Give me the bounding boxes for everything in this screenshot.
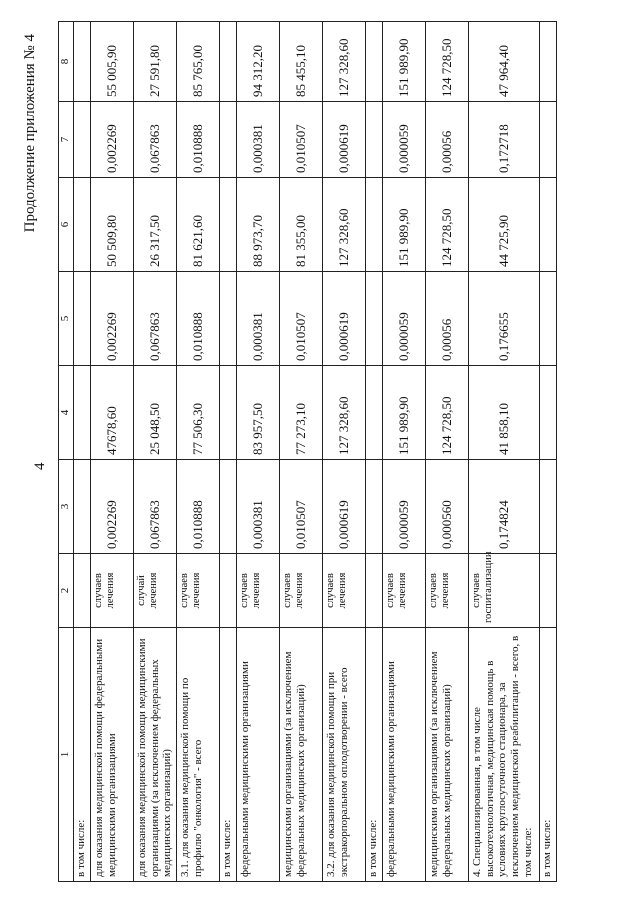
value-cell: 77 506,30 xyxy=(177,366,220,460)
value-cell: 0,000059 xyxy=(383,460,426,554)
table-row xyxy=(237,22,280,882)
value-cell: 0,000381 xyxy=(237,102,280,178)
empty-cell xyxy=(74,554,91,628)
table-row xyxy=(91,22,134,882)
value-cell: 0,00056 xyxy=(426,272,469,366)
header-cell: 3 xyxy=(59,460,74,554)
value-cell: 0,067863 xyxy=(134,460,177,554)
value-cell: 0,002269 xyxy=(91,460,134,554)
value-cell: 81 355,00 xyxy=(280,178,323,272)
value-cell: 0,176655 xyxy=(469,272,540,366)
value-cell: 124 728,50 xyxy=(426,178,469,272)
empty-cell xyxy=(540,366,557,460)
value-cell: 0,010507 xyxy=(280,460,323,554)
tariff-table xyxy=(58,21,557,882)
value-cell: 0,000059 xyxy=(383,102,426,178)
value-cell: 0,010507 xyxy=(280,272,323,366)
unit-cell: случаев лечения xyxy=(91,554,134,628)
unit-cell: случаев госпитализации xyxy=(469,554,540,628)
empty-cell xyxy=(74,366,91,460)
header-cell: 6 xyxy=(59,178,74,272)
value-cell: 0,000560 xyxy=(426,460,469,554)
row-label: 3.1. для оказания медицинской помощи по профилю "онкология" - всего xyxy=(177,628,220,882)
row-label: федеральными медицинскими организациями xyxy=(237,628,280,882)
empty-cell xyxy=(220,178,237,272)
row-label: 3.2. для оказания медицинской помощи при экстракорпоральном оплодотворении - всего xyxy=(323,628,366,882)
empty-cell xyxy=(220,554,237,628)
value-cell: 47 964,40 xyxy=(469,22,540,102)
table-row xyxy=(469,22,540,882)
table-row xyxy=(426,22,469,882)
empty-cell xyxy=(74,22,91,102)
empty-cell xyxy=(220,102,237,178)
row-label: 4. Специализированная, в том числе высокотехнологичная, медицинская помощь в условиях круглосуточного стационара, за исключением медицинской реабилитации - всего, в том числе: xyxy=(469,628,540,882)
page-number: 4 xyxy=(32,462,48,470)
header-cell: 8 xyxy=(59,22,74,102)
value-cell: 151 989,90 xyxy=(383,22,426,102)
header-row xyxy=(59,22,74,882)
empty-cell xyxy=(366,460,383,554)
value-cell: 47678,60 xyxy=(91,366,134,460)
empty-cell xyxy=(74,102,91,178)
table-row xyxy=(280,22,323,882)
subheading-row xyxy=(540,22,557,882)
empty-cell xyxy=(540,460,557,554)
value-cell: 0,000619 xyxy=(323,272,366,366)
value-cell: 0,000381 xyxy=(237,272,280,366)
value-cell: 124 728,50 xyxy=(426,366,469,460)
value-cell: 44 725,90 xyxy=(469,178,540,272)
row-label: для оказания медицинской помощи медицинскими организациями (за исключением федеральных медицинских организаций) xyxy=(134,628,177,882)
unit-cell: случаев лечения xyxy=(280,554,323,628)
value-cell: 81 621,60 xyxy=(177,178,220,272)
value-cell: 127 328,60 xyxy=(323,178,366,272)
value-cell: 0,010888 xyxy=(177,272,220,366)
value-cell: 83 957,50 xyxy=(237,366,280,460)
value-cell: 85 455,10 xyxy=(280,22,323,102)
empty-cell xyxy=(220,22,237,102)
empty-cell xyxy=(366,102,383,178)
empty-cell xyxy=(366,22,383,102)
empty-cell xyxy=(540,272,557,366)
value-cell: 55 005,90 xyxy=(91,22,134,102)
value-cell: 27 591,80 xyxy=(134,22,177,102)
empty-cell xyxy=(366,366,383,460)
row-label: федеральными медицинскими организациями xyxy=(383,628,426,882)
value-cell: 85 765,00 xyxy=(177,22,220,102)
value-cell: 0,067863 xyxy=(134,102,177,178)
empty-cell xyxy=(220,460,237,554)
subheading-row xyxy=(366,22,383,882)
value-cell: 0,172718 xyxy=(469,102,540,178)
unit-cell: случаев лечения xyxy=(426,554,469,628)
row-label: медицинскими организациями (за исключением федеральных медицинских организаций) xyxy=(280,628,323,882)
value-cell: 25 048,50 xyxy=(134,366,177,460)
value-cell: 0,174824 xyxy=(469,460,540,554)
value-cell: 0,010888 xyxy=(177,102,220,178)
document-page xyxy=(22,22,582,882)
continuation-title: Продолжение приложения № 4 xyxy=(22,34,38,233)
subheading-row xyxy=(220,22,237,882)
table-row xyxy=(323,22,366,882)
header-cell: 5 xyxy=(59,272,74,366)
empty-cell xyxy=(540,554,557,628)
row-label: в том числе: xyxy=(366,628,383,882)
empty-cell xyxy=(366,178,383,272)
value-cell: 0,002269 xyxy=(91,102,134,178)
unit-cell: случаев лечения xyxy=(323,554,366,628)
value-cell: 0,000059 xyxy=(383,272,426,366)
empty-cell xyxy=(540,102,557,178)
empty-cell xyxy=(74,178,91,272)
table-row xyxy=(177,22,220,882)
header-cell: 7 xyxy=(59,102,74,178)
unit-cell: случаев лечения xyxy=(237,554,280,628)
empty-cell xyxy=(220,272,237,366)
value-cell: 127 328,60 xyxy=(323,22,366,102)
value-cell: 26 317,50 xyxy=(134,178,177,272)
value-cell: 88 973,70 xyxy=(237,178,280,272)
value-cell: 0,000619 xyxy=(323,460,366,554)
value-cell: 0,010507 xyxy=(280,102,323,178)
value-cell: 0,000619 xyxy=(323,102,366,178)
empty-cell xyxy=(74,272,91,366)
empty-cell xyxy=(540,178,557,272)
row-label: в том числе: xyxy=(220,628,237,882)
table-row xyxy=(134,22,177,882)
value-cell: 0,067863 xyxy=(134,272,177,366)
row-label: в том числе: xyxy=(540,628,557,882)
empty-cell xyxy=(74,460,91,554)
header-cell: 1 xyxy=(59,628,74,882)
empty-cell xyxy=(366,554,383,628)
value-cell: 94 312,20 xyxy=(237,22,280,102)
value-cell: 0,00056 xyxy=(426,102,469,178)
value-cell: 50 509,80 xyxy=(91,178,134,272)
subheading-row xyxy=(74,22,91,882)
row-label: в том числе: xyxy=(74,628,91,882)
row-label: для оказания медицинской помощи федеральными медицинскими организациями xyxy=(91,628,134,882)
row-label: медицинскими организациями (за исключением федеральных медицинских организаций) xyxy=(426,628,469,882)
unit-cell: случаев лечения xyxy=(177,554,220,628)
value-cell: 41 858,10 xyxy=(469,366,540,460)
value-cell: 124 728,50 xyxy=(426,22,469,102)
value-cell: 151 989,90 xyxy=(383,178,426,272)
unit-cell: случай лечения xyxy=(134,554,177,628)
header-cell: 4 xyxy=(59,366,74,460)
value-cell: 151 989,90 xyxy=(383,366,426,460)
empty-cell xyxy=(540,22,557,102)
unit-cell: случаев лечения xyxy=(383,554,426,628)
value-cell: 0,010888 xyxy=(177,460,220,554)
header-cell: 2 xyxy=(59,554,74,628)
empty-cell xyxy=(366,272,383,366)
table-row xyxy=(383,22,426,882)
value-cell: 77 273,10 xyxy=(280,366,323,460)
value-cell: 0,000381 xyxy=(237,460,280,554)
value-cell: 127 328,60 xyxy=(323,366,366,460)
empty-cell xyxy=(220,366,237,460)
value-cell: 0,002269 xyxy=(91,272,134,366)
